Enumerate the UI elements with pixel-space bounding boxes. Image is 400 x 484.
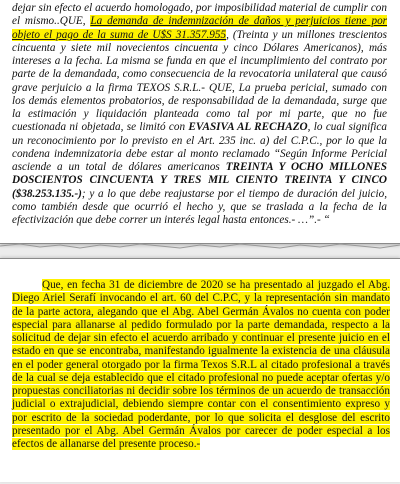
text-run: dejar sin efecto el acuerdo homologado, por imposibilidad material de cumplir con el mismo..	[12, 2, 387, 28]
torn-edge	[0, 240, 400, 252]
highlighted-paragraph	[12, 279, 390, 451]
highlighted-claim-amount: La demanda de indemnización de daños y perjuicios tiene por objeto el pago de la suma de U$S 31.357.955	[12, 15, 388, 41]
highlighted-text: Que, en fecha 31 de diciembre de 2020 se ha presentado al juzgado el Abg. Diego Ariel Serafí invocando el art. 60 del C.P.C, y la representación sin mandato de la parte actora, alegando que el Abg. Abel Germán Ávalos no cuenta con poder especial para allanarse al pedido formulado por la parte demandada, respecto a la solicitud de dejar sin efecto el acuerdo arribado y continuar el presente juicio en el estado en que se encontraba, manifestando igualmente la existencia de una cláusula en el poder general otorgado por la firma Texos S.R.L al citado profesional a través de la cual se deja establecido que el citado profesional no puede aceptar ofertas y/o propuestas conciliatorias ni decidir sobre los términos de un acuerdo de transacción judicial o extrajudicial, debiendo siempre contar con el consentimiento expreso y por escrito de la sociedad poderdante, por lo que solicita el desglose del escrito presentado por el Abg. Abel Germán Ávalos por carecer de poder especial a los efectos de allanarse del presente proceso.-	[12, 279, 390, 450]
quoted-paragraph	[12, 2, 387, 227]
text-run: , lo cual significa un reconocimiento por lo previsto en el Art. 235 inc. a) del C.P.C., por lo que la condena indemnizatoria debe estar al monto reclamado “Según Informe Pericial asciende a un total de dólares americanos	[12, 121, 387, 173]
text-run: QUE,	[59, 15, 91, 28]
bold-phrase: EVASIVA AL RECHAZO	[188, 121, 308, 134]
excerpt-bottom	[0, 258, 400, 482]
bold-amount: TREINTA Y OCHO MILLONES DOSCIENTOS CINCUENTA Y TRES MIL CIENTO TREINTA Y CINCO ($38.253.135.-)	[12, 161, 388, 200]
text-run: ; y a lo que debe reajustarse por el tiempo de duración del juicio, como también desde que ocurrió el hecho y, que se traslada a la fecha de la efectivización que debe correr un interés legal hasta entonces.- …”.- “	[12, 187, 387, 226]
text-run: , (Treinta y un millones trescientos cincuenta y siete mil novecientos cincuenta y cinco Dólares Americanos), más intereses a la fecha. La misma se funda en que el incumplimiento del contrato por parte de la demandada, como consecuencia de la revocatoria unilateral que causó grave perjuicio a la firma TEXOS S.R.L.- QUE, La prueba pericial, sumado con los demás elementos probatorios, de responsabilidad de la demandada, surge que la estimación y liquidación planteada como tal por mi parte, que no fue cuestionada ni objetada, se limitó con	[12, 28, 387, 134]
